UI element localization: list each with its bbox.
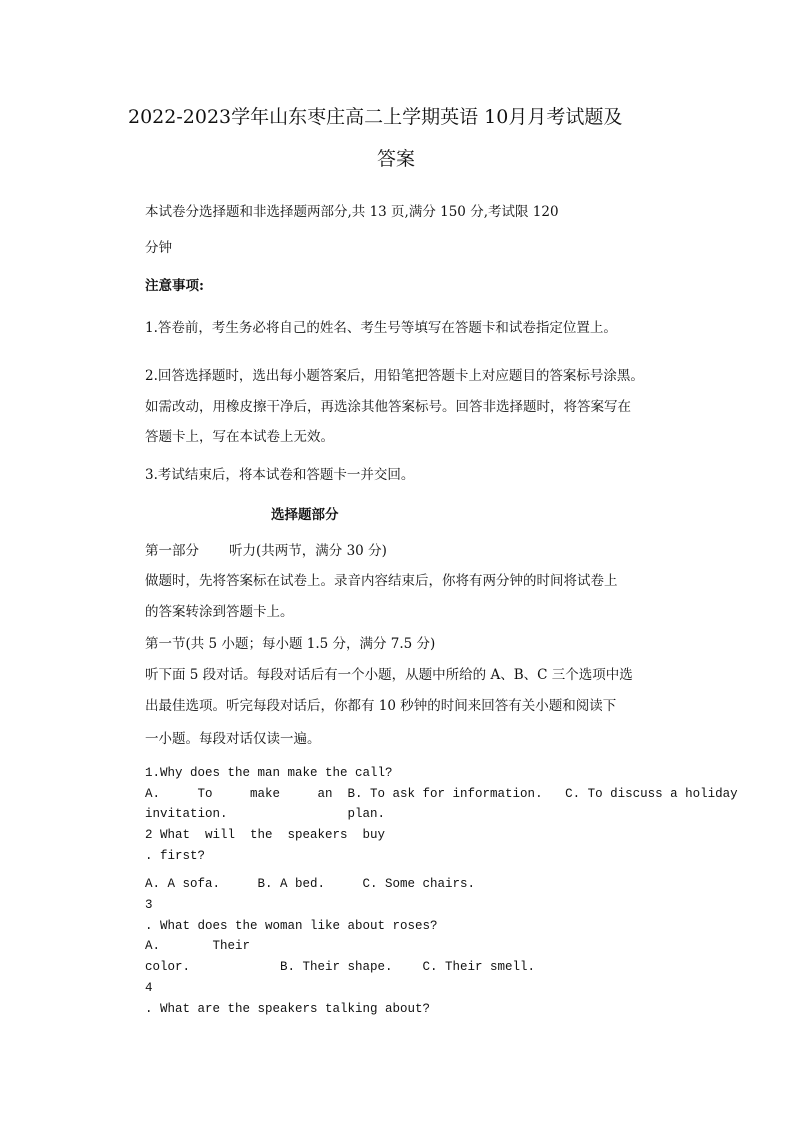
question-2-line-2: . first? <box>145 849 206 863</box>
notes-heading: 注意事项: <box>145 278 204 294</box>
notes-item-2-line-1: 2.回答选择题时，选出每小题答案后，用铅笔把答题卡上对应题目的答案标号涂黑。 <box>145 368 644 384</box>
question-1-options-line-2: invitation. plan. <box>145 807 386 821</box>
question-4-number: 4 <box>145 981 153 995</box>
intro-line-1: 本试卷分选择题和非选择题两部分,共 13 页,满分 150 分,考试限 120 <box>145 204 559 220</box>
intro-line-2: 分钟 <box>145 240 172 256</box>
section-heading: 选择题部分 <box>271 507 339 523</box>
section-one-instruction-line-3: 一小题。每段对话仅读一遍。 <box>145 731 321 747</box>
question-3-options-line-1: A. Their <box>145 939 251 953</box>
section-one-heading: 第一节(共 5 小题；每小题 1.5 分，满分 7.5 分) <box>145 636 436 652</box>
notes-item-3: 3.考试结束后，将本试卷和答题卡一并交回。 <box>145 467 415 483</box>
question-3-number: 3 <box>145 898 153 912</box>
question-2-line-1: 2 What will the speakers buy <box>145 828 386 842</box>
section-one-instruction-line-1: 听下面 5 段对话。每段对话后有一个小题，从题中所给的 A、B、C 三个选项中选 <box>145 667 633 683</box>
doc-title-line-2: 答案 <box>377 148 416 170</box>
notes-item-1: 1.答卷前，考生务必将自己的姓名、考生号等填写在答题卡和试卷指定位置上。 <box>145 320 617 336</box>
section-one-instruction-line-2: 出最佳选项。听完每段对话后，你都有 10 秒钟的时间来回答有关小题和阅读下 <box>145 698 617 714</box>
doc-title-line-1: 2022-2023学年山东枣庄高二上学期英语 10月月考试题及 <box>128 106 623 128</box>
notes-item-2-line-2: 如需改动，用橡皮擦干净后，再选涂其他答案标号。回答非选择题时，将答案写在 <box>145 399 631 415</box>
question-4: . What are the speakers talking about? <box>145 1002 431 1016</box>
question-3-options-line-2: color. B. Their shape. C. Their smell. <box>145 960 536 974</box>
part-one-instruction-line-2: 的答案转涂到答题卡上。 <box>145 604 294 620</box>
part-one-heading: 第一部分 听力(共两节，满分 30 分) <box>145 543 387 559</box>
notes-item-2-line-3: 答题卡上，写在本试卷上无效。 <box>145 429 334 445</box>
question-3: . What does the woman like about roses? <box>145 919 438 933</box>
question-1-options-line-1: A. To make an B. To ask for information. C. To discuss a holiday <box>145 787 738 801</box>
part-one-instruction-line-1: 做题时，先将答案标在试卷上。录音内容结束后，你将有两分钟的时间将试卷上 <box>145 573 618 589</box>
question-2-options: A. A sofa. B. A bed. C. Some chairs. <box>145 877 476 891</box>
question-1: 1.Why does the man make the call? <box>145 766 393 780</box>
